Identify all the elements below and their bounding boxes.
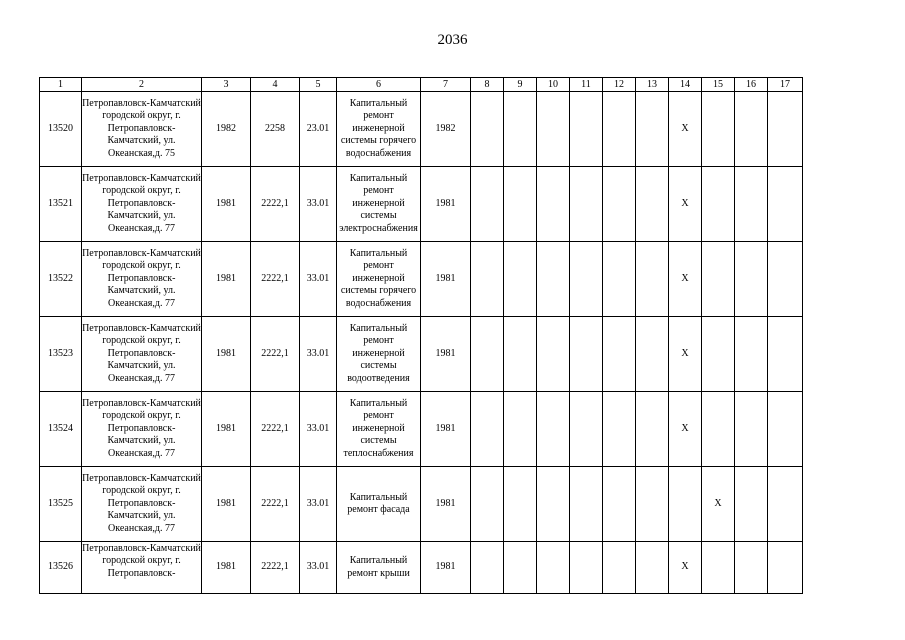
empty-cell: [636, 242, 669, 317]
mark-cell-15: [702, 392, 735, 467]
year-cell: 1981: [421, 392, 471, 467]
code-cell: 23.01: [300, 92, 337, 167]
empty-cell: [768, 242, 803, 317]
construction-year-cell: 1981: [202, 542, 251, 594]
construction-year-cell: 1981: [202, 467, 251, 542]
empty-cell: [768, 92, 803, 167]
construction-year-cell: 1982: [202, 92, 251, 167]
empty-cell: [636, 392, 669, 467]
address-cell: Петропавловск-Камчатский городской округ, г. Петропавловск-Камчатский, ул. Океанская,д. 77: [82, 242, 202, 317]
empty-cell: [537, 242, 570, 317]
table-row: [40, 392, 803, 467]
empty-cell: [570, 542, 603, 594]
empty-cell: [504, 392, 537, 467]
code-cell: 33.01: [300, 167, 337, 242]
address-cell: Петропавловск-Камчатский городской округ, г. Петропавловск-: [82, 542, 202, 594]
page-number: 2036: [437, 32, 468, 48]
construction-year-cell: 1981: [202, 242, 251, 317]
area-cell: 2222,1: [251, 242, 300, 317]
column-header: 12: [603, 78, 636, 92]
column-header: 1: [40, 78, 82, 92]
empty-cell: [471, 242, 504, 317]
empty-cell: [735, 392, 768, 467]
year-cell: 1981: [421, 467, 471, 542]
empty-cell: [603, 92, 636, 167]
area-cell: 2222,1: [251, 467, 300, 542]
year-cell: 1981: [421, 167, 471, 242]
column-header: 15: [702, 78, 735, 92]
empty-cell: [768, 392, 803, 467]
column-header: 11: [570, 78, 603, 92]
table-row: [40, 317, 803, 392]
empty-cell: [537, 542, 570, 594]
column-header: 10: [537, 78, 570, 92]
column-number-row: [40, 78, 803, 92]
empty-cell: [603, 392, 636, 467]
work-type-cell: Капитальный ремонт крыши: [337, 542, 421, 594]
work-type-cell: Капитальный ремонт инженерной системы электроснабжения: [337, 167, 421, 242]
mark-cell-14: X: [669, 92, 702, 167]
row-id: 13524: [40, 392, 82, 467]
register-table: [39, 77, 803, 594]
empty-cell: [735, 542, 768, 594]
construction-year-cell: 1981: [202, 392, 251, 467]
empty-cell: [603, 467, 636, 542]
table-row: [40, 467, 803, 542]
empty-cell: [735, 167, 768, 242]
empty-cell: [603, 242, 636, 317]
empty-cell: [537, 467, 570, 542]
empty-cell: [570, 167, 603, 242]
mark-cell-15: [702, 542, 735, 594]
empty-cell: [504, 467, 537, 542]
empty-cell: [636, 92, 669, 167]
empty-cell: [570, 242, 603, 317]
work-type-cell: Капитальный ремонт инженерной системы теплоснабжения: [337, 392, 421, 467]
row-id: 13520: [40, 92, 82, 167]
empty-cell: [570, 467, 603, 542]
empty-cell: [471, 167, 504, 242]
column-header: 14: [669, 78, 702, 92]
mark-cell-14: X: [669, 317, 702, 392]
mark-cell-14: X: [669, 392, 702, 467]
column-header: 6: [337, 78, 421, 92]
empty-cell: [636, 542, 669, 594]
area-cell: 2222,1: [251, 392, 300, 467]
column-header: 9: [504, 78, 537, 92]
empty-cell: [504, 242, 537, 317]
code-cell: 33.01: [300, 317, 337, 392]
column-header: 7: [421, 78, 471, 92]
mark-cell-14: X: [669, 167, 702, 242]
work-type-cell: Капитальный ремонт инженерной системы водоотведения: [337, 317, 421, 392]
empty-cell: [735, 92, 768, 167]
column-header: 8: [471, 78, 504, 92]
column-header: 13: [636, 78, 669, 92]
mark-cell-15: [702, 317, 735, 392]
empty-cell: [603, 542, 636, 594]
empty-cell: [471, 392, 504, 467]
year-cell: 1981: [421, 542, 471, 594]
year-cell: 1981: [421, 317, 471, 392]
row-id: 13525: [40, 467, 82, 542]
empty-cell: [636, 317, 669, 392]
code-cell: 33.01: [300, 467, 337, 542]
area-cell: 2222,1: [251, 167, 300, 242]
empty-cell: [570, 92, 603, 167]
row-id: 13522: [40, 242, 82, 317]
empty-cell: [570, 392, 603, 467]
empty-cell: [504, 92, 537, 167]
empty-cell: [768, 167, 803, 242]
empty-cell: [636, 167, 669, 242]
table-row: [40, 542, 803, 594]
column-header: 5: [300, 78, 337, 92]
work-type-cell: Капитальный ремонт фасада: [337, 467, 421, 542]
table-row: [40, 167, 803, 242]
empty-cell: [471, 467, 504, 542]
empty-cell: [636, 467, 669, 542]
column-header: 4: [251, 78, 300, 92]
mark-cell-15: X: [702, 467, 735, 542]
empty-cell: [735, 467, 768, 542]
address-cell: Петропавловск-Камчатский городской округ, г. Петропавловск-Камчатский, ул. Океанская,д. 77: [82, 392, 202, 467]
empty-cell: [471, 92, 504, 167]
table-row: [40, 242, 803, 317]
code-cell: 33.01: [300, 242, 337, 317]
area-cell: 2258: [251, 92, 300, 167]
area-cell: 2222,1: [251, 542, 300, 594]
empty-cell: [735, 242, 768, 317]
empty-cell: [504, 317, 537, 392]
empty-cell: [735, 317, 768, 392]
address-cell: Петропавловск-Камчатский городской округ, г. Петропавловск-Камчатский, ул. Океанская,д. 77: [82, 167, 202, 242]
address-cell: Петропавловск-Камчатский городской округ, г. Петропавловск-Камчатский, ул. Океанская,д. 77: [82, 317, 202, 392]
row-id: 13526: [40, 542, 82, 594]
work-type-cell: Капитальный ремонт инженерной системы горячего водоснабжения: [337, 242, 421, 317]
row-id: 13521: [40, 167, 82, 242]
address-cell: Петропавловск-Камчатский городской округ, г. Петропавловск-Камчатский, ул. Океанская,д. 75: [82, 92, 202, 167]
empty-cell: [603, 167, 636, 242]
empty-cell: [537, 317, 570, 392]
empty-cell: [768, 317, 803, 392]
empty-cell: [768, 467, 803, 542]
empty-cell: [603, 317, 636, 392]
empty-cell: [570, 317, 603, 392]
year-cell: 1981: [421, 242, 471, 317]
area-cell: 2222,1: [251, 317, 300, 392]
column-header: 17: [768, 78, 803, 92]
construction-year-cell: 1981: [202, 317, 251, 392]
empty-cell: [504, 542, 537, 594]
year-cell: 1982: [421, 92, 471, 167]
table-row: [40, 92, 803, 167]
empty-cell: [504, 167, 537, 242]
empty-cell: [471, 542, 504, 594]
mark-cell-14: [669, 467, 702, 542]
empty-cell: [768, 542, 803, 594]
mark-cell-14: X: [669, 542, 702, 594]
empty-cell: [537, 392, 570, 467]
empty-cell: [537, 92, 570, 167]
mark-cell-15: [702, 167, 735, 242]
work-type-cell: Капитальный ремонт инженерной системы горячего водоснабжения: [337, 92, 421, 167]
construction-year-cell: 1981: [202, 167, 251, 242]
mark-cell-14: X: [669, 242, 702, 317]
column-header: 2: [82, 78, 202, 92]
empty-cell: [471, 317, 504, 392]
empty-cell: [537, 167, 570, 242]
mark-cell-15: [702, 92, 735, 167]
column-header: 16: [735, 78, 768, 92]
mark-cell-15: [702, 242, 735, 317]
address-cell: Петропавловск-Камчатский городской округ, г. Петропавловск-Камчатский, ул. Океанская,д. 77: [82, 467, 202, 542]
code-cell: 33.01: [300, 542, 337, 594]
row-id: 13523: [40, 317, 82, 392]
code-cell: 33.01: [300, 392, 337, 467]
column-header: 3: [202, 78, 251, 92]
